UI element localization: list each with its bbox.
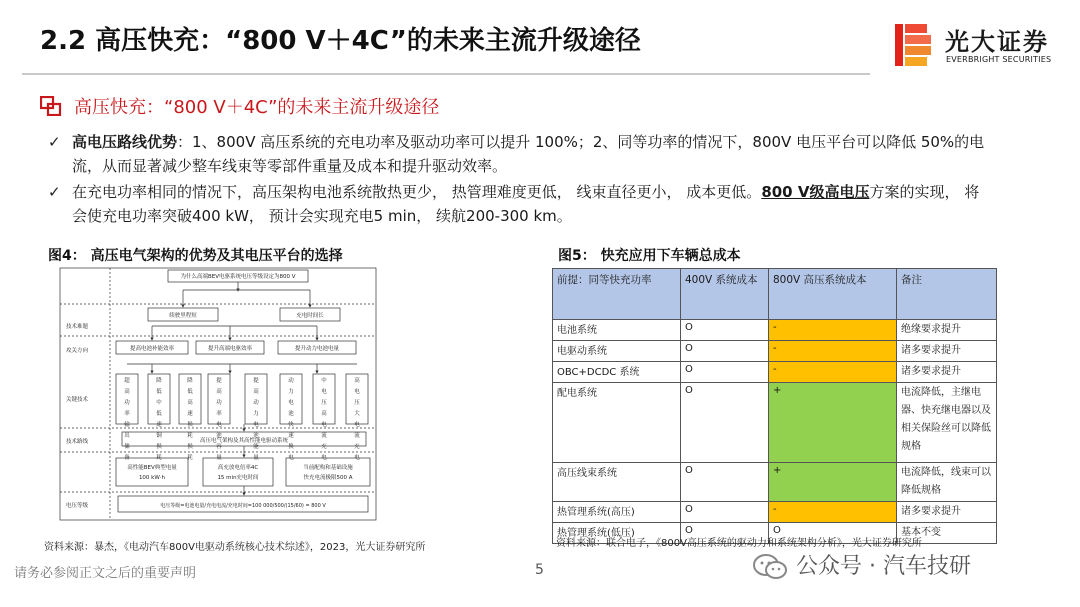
table-row: [553, 502, 997, 523]
table-cell-v400: O: [681, 502, 769, 523]
bullet-bold-label: 800 V级高电压: [761, 183, 870, 201]
bullet-text: ：1、800V 高压系统的充电功率及驱动功率可以提升 100%；2、同等功率的情况下，800V 电压平台可以降低 50%的电流，从而显著减少整车线束等零部件重量及成本和提升驱动效率。: [72, 133, 985, 175]
diagram-key-tech: 降低高速损耗损耗: [187, 378, 193, 461]
table-header-cell: 备注: [897, 269, 997, 320]
table-cell-note: 基本不变: [897, 523, 997, 544]
table-cell-item: 高压线束系统: [553, 463, 681, 502]
table-cell-item: 热管理系统(低压): [553, 523, 681, 544]
watermark-text: 公众号 · 汽车技研: [796, 554, 971, 579]
table-cell-note: 诸多要求提升: [897, 341, 997, 362]
brand-logo: [893, 22, 1073, 70]
section-title: 高压快充：“800 V＋4C”的未来主流升级途径: [74, 97, 440, 118]
table-header-cell: 400V 系统成本: [681, 269, 769, 320]
check-icon: ✓: [48, 183, 61, 201]
diagram-top-box: 为什么高端BEV电驱系统电压等级设定为800 V: [180, 274, 296, 280]
diagram-row-label: 技术难题: [66, 324, 89, 330]
diagram-key-tech: 超高功率输出储备: [124, 378, 130, 461]
logo-name-cn: 光大证券: [945, 28, 1049, 56]
bullet-point: [48, 180, 988, 228]
logo-name-en: EVERBRIGHT SECURITIES: [946, 55, 1052, 64]
bullet-text: 方案的实现， 将会使充电功率突破400 kW， 预计会实现充电5 min， 续航200-300 km。: [72, 183, 980, 225]
diagram-key-tech: 中电压高电流充电: [321, 378, 327, 461]
figure5-caption: 图5： 快充应用下车辆总成本: [558, 248, 741, 264]
bullet-point: [48, 130, 988, 178]
diagram-direction: 提升高端电驱效率: [207, 346, 253, 352]
cost-comparison-table: [552, 268, 997, 544]
diagram-direction: 提高电池补能效率: [129, 346, 175, 352]
architecture-flow-diagram: [58, 266, 378, 522]
diagram-row-label: 电压等级: [66, 503, 89, 509]
table-cell-v400: O: [681, 341, 769, 362]
table-cell-v800: O: [769, 523, 897, 544]
diagram-voltage: 电压等级=电池电量/充电电流/充电时间=100 000/500/(15/60) = 800 V: [160, 503, 326, 509]
diagram-key-tech: 降低中低速铜损耗: [156, 378, 162, 461]
table-cell-note: 电流降低，线束可以降低规格: [897, 463, 997, 502]
table-cell-v400: O: [681, 523, 769, 544]
table-cell-item: 电驱动系统: [553, 341, 681, 362]
section-square-icon: [40, 96, 62, 116]
diagram-key-tech: 高电压大电流充电: [354, 378, 360, 461]
table-cell-note: 电流降低，主继电器、快充继电器以及相关保险丝可以降低规格: [897, 383, 997, 463]
table-row: [553, 320, 997, 341]
table-cell-v800: -: [769, 362, 897, 383]
table-cell-item: 配电系统: [553, 383, 681, 463]
diagram-row-label: 技术路线: [66, 439, 89, 445]
table-row: [553, 362, 997, 383]
figure4-source: 资料来源：暴杰，《电动汽车800V电驱动系统核心技术综述》，2023，光大证券研究所: [44, 542, 426, 553]
table-cell-item: OBC+DCDC 系统: [553, 362, 681, 383]
table-cell-note: 绝缘要求提升: [897, 320, 997, 341]
logo-mark-icon: [893, 22, 933, 68]
diagram-key-tech: 提高功率电池容量: [216, 378, 222, 461]
table-row: [553, 463, 997, 502]
table-cell-item: 热管理系统(高压): [553, 502, 681, 523]
check-icon: ✓: [48, 133, 61, 151]
figure5-source: 资料来源：联合电子，《800V高压系统的驱动力和系统架构分析》，光大证券研究所: [556, 538, 922, 549]
page-number: 5: [535, 562, 544, 578]
footer-disclaimer: 请务必参阅正文之后的重要声明: [14, 566, 197, 581]
table-cell-v800: +: [769, 383, 897, 463]
table-header-cell: 800V 高压系统成本: [769, 269, 897, 320]
wechat-icon: [752, 553, 788, 581]
diagram-problem: 充电时间长: [296, 313, 324, 319]
table-cell-v400: O: [681, 463, 769, 502]
diagram-row-label: 关键技术: [66, 397, 89, 403]
diagram-key-tech: 提高动力电池能量: [253, 378, 259, 461]
table-header-row: [553, 269, 997, 320]
figure4-caption: 图4： 高压电气架构的优势及其电压平台的选择: [48, 248, 343, 264]
title-divider: [22, 73, 870, 75]
diagram-direction: 提升动力电池电量: [294, 346, 340, 352]
bullet-text: 在充电功率相同的情况下，高压架构电池系统散热更少， 热管理难度更低， 线束直径更小， 成本更低。: [72, 183, 762, 201]
table-cell-v800: -: [769, 502, 897, 523]
page-title: 2.2 高压快充：“800 V＋4C”的未来主流升级途径: [40, 26, 641, 56]
bullet-bold-label: 高电压路线优势: [72, 133, 178, 151]
table-cell-v400: O: [681, 362, 769, 383]
table-row: [553, 383, 997, 463]
diagram-row-label: 攻关方向: [66, 348, 89, 354]
table-header-cell: 前提：同等快充功率: [553, 269, 681, 320]
table-cell-v800: -: [769, 341, 897, 362]
diagram-result: 高性能BEV典型电量 100 kW·h: [127, 465, 177, 481]
diagram-route: 高压电气架构及其高性能电驱动系统: [199, 438, 289, 444]
table-cell-note: 诸多要求提升: [897, 502, 997, 523]
diagram-result: 高充放电倍率4C 15 min充电时间: [217, 465, 259, 481]
table-cell-v400: O: [681, 320, 769, 341]
table-cell-v800: +: [769, 463, 897, 502]
table-cell-note: 诸多要求提升: [897, 362, 997, 383]
diagram-result: 当前配构和基础设施快充电流极限500 A: [303, 465, 353, 481]
table-cell-item: 电池系统: [553, 320, 681, 341]
table-row: [553, 341, 997, 362]
table-cell-v400: O: [681, 383, 769, 463]
diagram-problem: 续驶里程短: [169, 313, 197, 319]
table-cell-v800: -: [769, 320, 897, 341]
diagram-key-tech: 动力电池快速换电: [288, 378, 294, 461]
